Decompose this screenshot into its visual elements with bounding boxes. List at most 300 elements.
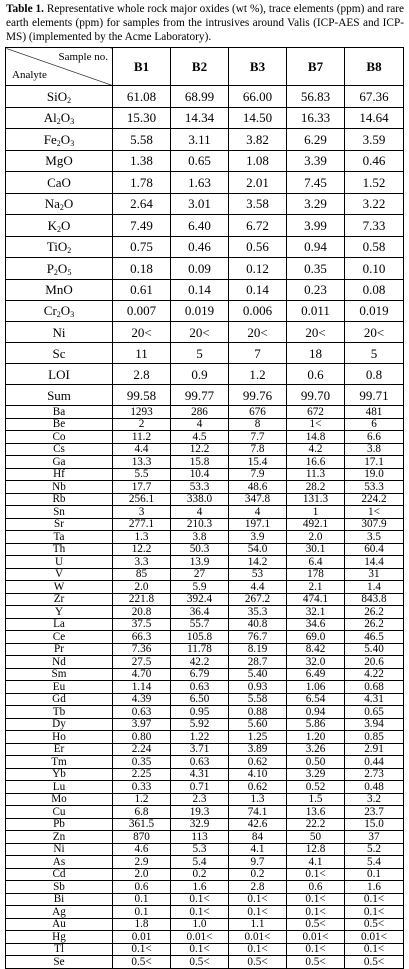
value-cell: 6.29: [287, 129, 345, 151]
table-row: [6, 843, 404, 856]
value-cell: 0.52: [287, 781, 345, 794]
caption-label: Table 1.: [6, 3, 44, 15]
analyte-cell: Ta: [6, 531, 113, 544]
value-cell: 2.3: [171, 793, 229, 806]
value-cell: 0.1<: [345, 943, 404, 956]
value-cell: 8.19: [229, 643, 287, 656]
value-cell: 37.5: [113, 618, 171, 631]
table-row: [6, 856, 404, 869]
value-cell: 16.33: [287, 107, 345, 129]
value-cell: 0.1<: [229, 893, 287, 906]
table-row: [6, 364, 404, 385]
analyte-cell: Hf: [6, 468, 113, 481]
value-cell: 0.1: [113, 906, 171, 919]
value-cell: 0.44: [345, 756, 404, 769]
value-cell: 2: [113, 418, 171, 431]
table-row: [6, 236, 404, 258]
value-cell: 5.58: [229, 693, 287, 706]
value-cell: 13.3: [113, 456, 171, 469]
value-cell: 8.42: [287, 643, 345, 656]
table-row: [6, 150, 404, 172]
analyte-cell: Nb: [6, 481, 113, 494]
table-row: [6, 406, 404, 419]
value-cell: 5.40: [229, 668, 287, 681]
value-cell: 67.36: [345, 86, 404, 108]
value-cell: 20<: [229, 322, 287, 343]
value-cell: 0.1: [113, 893, 171, 906]
analyte-cell: Tm: [6, 756, 113, 769]
value-cell: 178: [287, 568, 345, 581]
value-cell: 361.5: [113, 818, 171, 831]
table-row: [6, 258, 404, 280]
value-cell: 30.1: [287, 543, 345, 556]
value-cell: 338.0: [171, 493, 229, 506]
value-cell: 267.2: [229, 593, 287, 606]
value-cell: 4.4: [229, 581, 287, 594]
value-cell: 3.94: [345, 718, 404, 731]
value-cell: 347.8: [229, 493, 287, 506]
value-cell: 18: [287, 343, 345, 364]
value-cell: 28.7: [229, 656, 287, 669]
value-cell: 2.9: [113, 856, 171, 869]
analyte-cell: W: [6, 581, 113, 594]
value-cell: 4.1: [229, 843, 287, 856]
value-cell: 4: [171, 506, 229, 519]
sample-header: B1: [113, 48, 171, 86]
value-cell: 0.85: [345, 731, 404, 744]
table-row: [6, 718, 404, 731]
value-cell: 5.92: [171, 718, 229, 731]
value-cell: 0.011: [287, 300, 345, 322]
sample-no-label: Sample no.: [58, 51, 108, 63]
analyte-cell: Sm: [6, 668, 113, 681]
value-cell: 131.3: [287, 493, 345, 506]
value-cell: 0.1<: [171, 893, 229, 906]
value-cell: 672: [287, 406, 345, 419]
analyte-cell: $K_2O$: [6, 215, 113, 237]
value-cell: 0.5<: [345, 956, 404, 969]
table-row: [6, 943, 404, 956]
value-cell: 32.1: [287, 606, 345, 619]
value-cell: 1.20: [287, 731, 345, 744]
analyte-cell: TiO$_2$: [6, 236, 113, 258]
value-cell: 14.50: [229, 107, 287, 129]
value-cell: 2.0: [287, 531, 345, 544]
value-cell: 66.00: [229, 86, 287, 108]
value-cell: 17.1: [345, 456, 404, 469]
table-row: [6, 193, 404, 215]
value-cell: 0.1: [345, 868, 404, 881]
value-cell: 0.1<: [287, 868, 345, 881]
value-cell: 197.1: [229, 518, 287, 531]
value-cell: 10.4: [171, 468, 229, 481]
value-cell: 0.14: [229, 279, 287, 300]
table-row: [6, 107, 404, 129]
value-cell: 31: [345, 568, 404, 581]
value-cell: 12.2: [113, 543, 171, 556]
value-cell: 4.1: [287, 856, 345, 869]
analyte-cell: Ga: [6, 456, 113, 469]
value-cell: 99.71: [345, 385, 404, 406]
value-cell: 2.0: [113, 868, 171, 881]
table-row: [6, 343, 404, 364]
value-cell: 3.29: [287, 768, 345, 781]
analyte-cell: Co: [6, 431, 113, 444]
analyte-cell: Rb: [6, 493, 113, 506]
value-cell: 3.58: [229, 193, 287, 215]
value-cell: 37: [345, 831, 404, 844]
table-row: [6, 918, 404, 931]
value-cell: 6.49: [287, 668, 345, 681]
value-cell: 56.83: [287, 86, 345, 108]
value-cell: 3.22: [345, 193, 404, 215]
analyte-cell: $Al_2O_3$: [6, 107, 113, 129]
value-cell: 6.50: [171, 693, 229, 706]
value-cell: 76.7: [229, 631, 287, 644]
sample-header: B3: [229, 48, 287, 86]
table-row: [6, 431, 404, 444]
value-cell: 3.26: [287, 743, 345, 756]
analyte-cell: Sc: [6, 343, 113, 364]
table-row: [6, 506, 404, 519]
analyte-cell: La: [6, 618, 113, 631]
value-cell: 99.70: [287, 385, 345, 406]
value-cell: 17.7: [113, 481, 171, 494]
value-cell: 3.97: [113, 718, 171, 731]
value-cell: 3.9: [229, 531, 287, 544]
analyte-cell: Pb: [6, 818, 113, 831]
value-cell: 0.1<: [287, 893, 345, 906]
table-row: [6, 656, 404, 669]
analyte-cell: Se: [6, 956, 113, 969]
table-row: [6, 568, 404, 581]
table-row: [6, 443, 404, 456]
table-row: [6, 172, 404, 194]
value-cell: 6.72: [229, 215, 287, 237]
value-cell: 6.40: [171, 215, 229, 237]
value-cell: 50: [287, 831, 345, 844]
analyte-cell: Bi: [6, 893, 113, 906]
value-cell: 15.8: [171, 456, 229, 469]
value-cell: 14.64: [345, 107, 404, 129]
value-cell: 0.14: [171, 279, 229, 300]
value-cell: 7.36: [113, 643, 171, 656]
value-cell: 5: [171, 343, 229, 364]
analyte-cell: Th: [6, 543, 113, 556]
value-cell: 2.0: [113, 581, 171, 594]
value-cell: 6: [345, 418, 404, 431]
value-cell: 42.2: [171, 656, 229, 669]
analyte-cell: As: [6, 856, 113, 869]
value-cell: 4.10: [229, 768, 287, 781]
value-cell: 0.65: [171, 150, 229, 172]
value-cell: 1.3: [229, 793, 287, 806]
value-cell: 392.4: [171, 593, 229, 606]
table-row: [6, 643, 404, 656]
value-cell: 2.8: [113, 364, 171, 385]
value-cell: 1.3: [113, 531, 171, 544]
analyte-cell: Eu: [6, 681, 113, 694]
value-cell: 1: [287, 506, 345, 519]
value-cell: 3.8: [345, 443, 404, 456]
value-cell: 492.1: [287, 518, 345, 531]
analyte-cell: Tb: [6, 706, 113, 719]
header-row: [6, 48, 404, 86]
analyte-cell: Yb: [6, 768, 113, 781]
value-cell: 5.4: [171, 856, 229, 869]
analyte-cell: $Na_2O$: [6, 193, 113, 215]
value-cell: 0.019: [171, 300, 229, 322]
value-cell: 1.78: [113, 172, 171, 194]
table-row: [6, 518, 404, 531]
table-row: [6, 781, 404, 794]
value-cell: 0.63: [113, 706, 171, 719]
table-row: [6, 468, 404, 481]
value-cell: 474.1: [287, 593, 345, 606]
analyte-cell: Sb: [6, 881, 113, 894]
analyte-cell: Ce: [6, 631, 113, 644]
table-row: [6, 893, 404, 906]
value-cell: 0.35: [113, 756, 171, 769]
table-row: [6, 793, 404, 806]
table-row: [6, 693, 404, 706]
value-cell: 1<: [345, 506, 404, 519]
value-cell: 3: [113, 506, 171, 519]
table-row: [6, 456, 404, 469]
table-row: [6, 906, 404, 919]
table-row: [6, 868, 404, 881]
value-cell: 0.5<: [229, 956, 287, 969]
value-cell: 0.46: [345, 150, 404, 172]
value-cell: 6.8: [113, 806, 171, 819]
value-cell: 0.5<: [171, 956, 229, 969]
table-row: [6, 129, 404, 151]
value-cell: 113: [171, 831, 229, 844]
table-row: [6, 300, 404, 322]
value-cell: 0.09: [171, 258, 229, 280]
value-cell: 0.23: [287, 279, 345, 300]
value-cell: 0.12: [229, 258, 287, 280]
value-cell: 0.01<: [287, 931, 345, 944]
value-cell: 1<: [287, 418, 345, 431]
value-cell: 14.8: [287, 431, 345, 444]
value-cell: 0.5<: [287, 956, 345, 969]
table-row: [6, 743, 404, 756]
value-cell: 3.5: [345, 531, 404, 544]
value-cell: 1.1: [229, 918, 287, 931]
value-cell: 2.1: [287, 581, 345, 594]
value-cell: 0.61: [113, 279, 171, 300]
value-cell: 0.1<: [171, 906, 229, 919]
value-cell: 28.2: [287, 481, 345, 494]
value-cell: 13.9: [171, 556, 229, 569]
analyte-cell: U: [6, 556, 113, 569]
value-cell: 0.63: [171, 756, 229, 769]
value-cell: 19.0: [345, 468, 404, 481]
value-cell: 0.007: [113, 300, 171, 322]
value-cell: 85: [113, 568, 171, 581]
value-cell: 0.2: [229, 868, 287, 881]
value-cell: 8: [229, 418, 287, 431]
analyte-cell: Cd: [6, 868, 113, 881]
value-cell: 12.2: [171, 443, 229, 456]
value-cell: 0.1<: [287, 943, 345, 956]
sample-header: B8: [345, 48, 404, 86]
value-cell: 256.1: [113, 493, 171, 506]
value-cell: 50.3: [171, 543, 229, 556]
value-cell: 0.1<: [229, 906, 287, 919]
value-cell: 20<: [287, 322, 345, 343]
value-cell: 0.08: [345, 279, 404, 300]
analyte-cell: Cs: [6, 443, 113, 456]
analyte-cell: Dy: [6, 718, 113, 731]
value-cell: 99.77: [171, 385, 229, 406]
analyte-cell: $P_2O_5$: [6, 258, 113, 280]
analyte-cell: Nd: [6, 656, 113, 669]
value-cell: 14.34: [171, 107, 229, 129]
table-caption: [6, 2, 404, 44]
value-cell: 1.6: [345, 881, 404, 894]
analyte-cell: Hg: [6, 931, 113, 944]
value-cell: 6.6: [345, 431, 404, 444]
table-row: [6, 618, 404, 631]
value-cell: 0.01: [113, 931, 171, 944]
table-row: [6, 681, 404, 694]
value-cell: 53: [229, 568, 287, 581]
table-row: [6, 931, 404, 944]
value-cell: 55.7: [171, 618, 229, 631]
value-cell: 66.3: [113, 631, 171, 644]
value-cell: 7.9: [229, 468, 287, 481]
value-cell: 0.18: [113, 258, 171, 280]
value-cell: 5.3: [171, 843, 229, 856]
value-cell: 0.10: [345, 258, 404, 280]
value-cell: 4.31: [345, 693, 404, 706]
value-cell: 6.54: [287, 693, 345, 706]
value-cell: 27: [171, 568, 229, 581]
value-cell: 1.38: [113, 150, 171, 172]
value-cell: 0.1<: [345, 906, 404, 919]
value-cell: 0.01<: [345, 931, 404, 944]
value-cell: 99.58: [113, 385, 171, 406]
value-cell: 27.5: [113, 656, 171, 669]
value-cell: 3.29: [287, 193, 345, 215]
value-cell: 20.6: [345, 656, 404, 669]
value-cell: 5.2: [345, 843, 404, 856]
value-cell: 2.73: [345, 768, 404, 781]
value-cell: 870: [113, 831, 171, 844]
table-row: [6, 322, 404, 343]
analyte-cell: MnO: [6, 279, 113, 300]
value-cell: 15.0: [345, 818, 404, 831]
value-cell: 4: [171, 418, 229, 431]
value-cell: 0.94: [287, 706, 345, 719]
value-cell: 4.4: [113, 443, 171, 456]
value-cell: 1.6: [171, 881, 229, 894]
value-cell: 0.5<: [113, 956, 171, 969]
table-row: [6, 731, 404, 744]
value-cell: 15.30: [113, 107, 171, 129]
value-cell: 7: [229, 343, 287, 364]
value-cell: 20.8: [113, 606, 171, 619]
value-cell: 0.71: [171, 781, 229, 794]
value-cell: 4.6: [113, 843, 171, 856]
analyte-cell: SiO$_2$: [6, 86, 113, 108]
value-cell: 0.63: [171, 681, 229, 694]
value-cell: 20<: [171, 322, 229, 343]
value-cell: 0.56: [229, 236, 287, 258]
value-cell: 1.22: [171, 731, 229, 744]
value-cell: 0.68: [345, 681, 404, 694]
value-cell: 4.31: [171, 768, 229, 781]
value-cell: 7.7: [229, 431, 287, 444]
value-cell: 1.06: [287, 681, 345, 694]
table-row: [6, 418, 404, 431]
table-row: [6, 768, 404, 781]
value-cell: 60.4: [345, 543, 404, 556]
table-row: [6, 668, 404, 681]
table-row: [6, 493, 404, 506]
analyte-cell: Tl: [6, 943, 113, 956]
value-cell: 0.46: [171, 236, 229, 258]
value-cell: 224.2: [345, 493, 404, 506]
analyte-cell: Zr: [6, 593, 113, 606]
value-cell: 0.95: [171, 706, 229, 719]
value-cell: 4.39: [113, 693, 171, 706]
value-cell: 0.33: [113, 781, 171, 794]
value-cell: 3.8: [171, 531, 229, 544]
analyte-cell: Y: [6, 606, 113, 619]
value-cell: 11.2: [113, 431, 171, 444]
value-cell: 22.2: [287, 818, 345, 831]
value-cell: 1.0: [171, 918, 229, 931]
value-cell: 0.48: [345, 781, 404, 794]
analyte-cell: Cu: [6, 806, 113, 819]
value-cell: 13.6: [287, 806, 345, 819]
value-cell: 4.22: [345, 668, 404, 681]
value-cell: 0.65: [345, 706, 404, 719]
value-cell: 0.9: [171, 364, 229, 385]
analyte-cell: $Cr_2O_3$: [6, 300, 113, 322]
value-cell: 0.62: [229, 781, 287, 794]
value-cell: 3.11: [171, 129, 229, 151]
value-cell: 2.01: [229, 172, 287, 194]
analyte-cell: Ba: [6, 406, 113, 419]
value-cell: 4.5: [171, 431, 229, 444]
sample-header: B2: [171, 48, 229, 86]
value-cell: 46.5: [345, 631, 404, 644]
value-cell: 1.25: [229, 731, 287, 744]
analyte-cell: Gd: [6, 693, 113, 706]
value-cell: 7.45: [287, 172, 345, 194]
value-cell: 11.3: [287, 468, 345, 481]
value-cell: 3.2: [345, 793, 404, 806]
table-row: [6, 806, 404, 819]
geochemistry-table: [5, 47, 404, 969]
value-cell: 3.59: [345, 129, 404, 151]
value-cell: 1293: [113, 406, 171, 419]
analyte-cell: Be: [6, 418, 113, 431]
value-cell: 843.8: [345, 593, 404, 606]
value-cell: 210.3: [171, 518, 229, 531]
value-cell: 307.9: [345, 518, 404, 531]
value-cell: 0.75: [113, 236, 171, 258]
value-cell: 0.6: [287, 364, 345, 385]
value-cell: 53.3: [345, 481, 404, 494]
value-cell: 23.7: [345, 806, 404, 819]
table-row: [6, 881, 404, 894]
value-cell: 1.08: [229, 150, 287, 172]
